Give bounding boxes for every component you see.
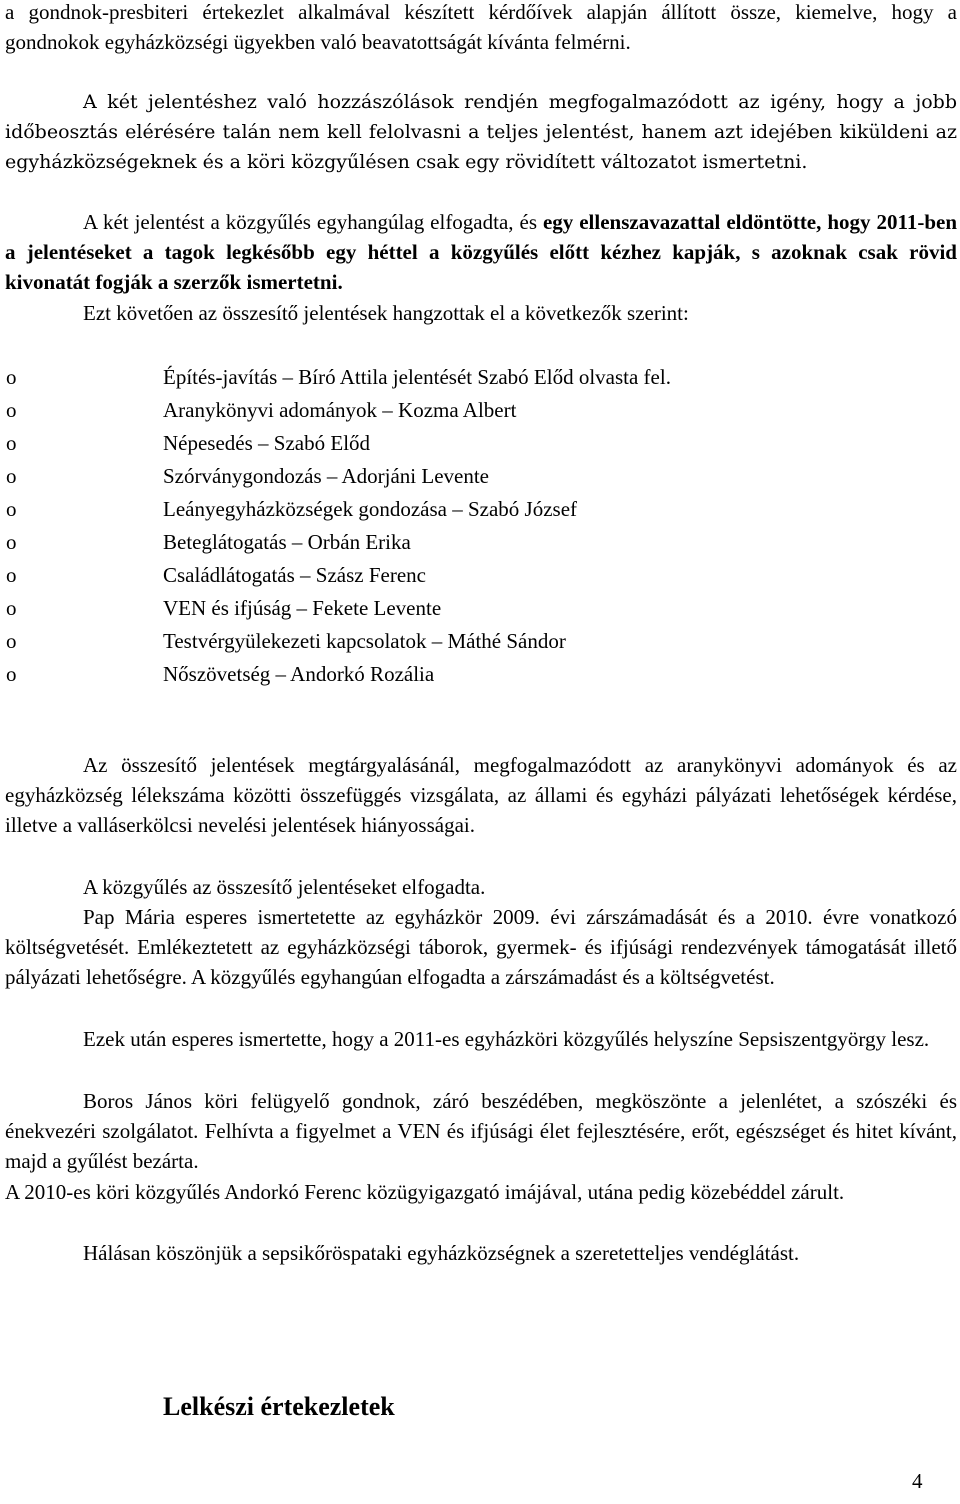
- paragraph-closing-prayer: A 2010-es köri közgyűlés Andorkó Ferenc közügyigazgató imájával, utána pedig közebéddel zárult.: [5, 1180, 845, 1204]
- bullet-icon: o: [6, 596, 17, 620]
- decision-text: A két jelentést a közgyűlés egyhangúlag elfogadta, és: [83, 210, 543, 234]
- paragraph-decision: [5, 207, 957, 297]
- list-item-text: Családlátogatás – Szász Ferenc: [163, 563, 426, 587]
- bullet-icon: o: [6, 530, 17, 554]
- list-item-text: Leányegyházközségek gondozása – Szabó József: [163, 497, 578, 521]
- decision-bold-text: egy ellenszavazattal eldöntötte, hogy 2011-ben a jelentéseket a tagok legkésőbb egy héttel a közgyűlés előtt kézhez kapják, s azoknak csak rövid kivonatát fogják a szerzők ismertetni.: [5, 210, 957, 294]
- bullet-icon: o: [6, 497, 17, 521]
- bullet-icon: o: [6, 464, 17, 488]
- bullet-icon: o: [6, 662, 17, 686]
- list-item-text: Beteglátogatás – Orbán Erika: [163, 530, 411, 554]
- paragraph-next-venue: Ezek után esperes ismertette, hogy a 2011-es egyházköri közgyűlés helyszíne Sepsiszentgyörgy lesz.: [83, 1027, 930, 1051]
- paragraph-summary-discussion: Az összesítő jelentések megtárgyalásánál, megfogalmazódott az aranykönyvi adományok és az egyházközség lélekszáma közötti összefüggés vizsgálata, az állami és egyházi pályázati lehetőségek kérdése, illetve a valláserkölcsi nevelési jelentések hiányosságai.: [5, 753, 957, 837]
- bullet-icon: o: [6, 398, 17, 422]
- list-item-text: Nőszövetség – Andorkó Rozália: [163, 662, 435, 686]
- list-item-text: Népesedés – Szabó Előd: [163, 431, 371, 455]
- list-item-text: VEN és ifjúság – Fekete Levente: [163, 596, 442, 620]
- list-item-text: Testvérgyülekezeti kapcsolatok – Máthé Sándor: [163, 629, 566, 653]
- bullet-icon: o: [6, 431, 17, 455]
- bullet-icon: o: [6, 629, 17, 653]
- section-heading: Lelkészi értekezletek: [163, 1392, 395, 1421]
- bullet-icon: o: [6, 365, 17, 389]
- paragraph-closing-speech: Boros János köri felügyelő gondnok, záró beszédében, megköszönte a jelenlétet, a szószéki és énekvezéri szolgálatot. Felhívta a figyelmet a VEN és ifjúsági élet fejlesztésére, erőt, egészséget és hitet kívánt, majd a gyűlést bezárta.: [5, 1089, 957, 1173]
- paragraph-gondnok-survey: a gondnok-presbiteri értekezlet alkalmával készített kérdőívek alapján állított össze, kiemelve, hogy a gondnokok egyházközségi ügyekben való beavatottságát kívánta felmérni.: [5, 0, 957, 54]
- list-item-text: Építés-javítás – Bíró Attila jelentését Szabó Előd olvasta fel.: [163, 365, 671, 389]
- paragraph-report-comments: A két jelentéshez való hozzászólások rendjén megfogalmazódott az igény, hogy a jobb időbeosztás elérésére talán nem kell felolvasni a teljes jelentést, hanem azt idejében kiküldeni az egyházközségeknek és a köri közgyűlésen csak egy rövidített változatot ismertetni.: [5, 91, 957, 173]
- list-item-text: Szórványgondozás – Adorjáni Levente: [163, 464, 489, 488]
- paragraph-summary-accepted: A közgyűlés az összesítő jelentéseket elfogadta.: [83, 875, 486, 899]
- paragraph-budget: Pap Mária esperes ismertetette az egyházkör 2009. évi zárszámadását és a 2010. évre vonatkozó költségvetését. Emlékeztetett az egyházközségi táborok, gyermek- és ifjúsági rendezvények támogatását illető pályázati lehetőségre. A közgyűlés egyhangúan elfogadta a zárszámadást és a költségvetést.: [5, 905, 957, 989]
- page-number: 4: [912, 1469, 923, 1493]
- paragraph-summary-intro: Ezt követően az összesítő jelentések hangzottak el a következők szerint:: [83, 301, 689, 325]
- list-item-text: Aranykönyvi adományok – Kozma Albert: [163, 398, 517, 422]
- paragraph-thanks: Hálásan köszönjük a sepsikőröspataki egyházközségnek a szeretetteljes vendéglátást.: [83, 1241, 800, 1265]
- bullet-icon: o: [6, 563, 17, 587]
